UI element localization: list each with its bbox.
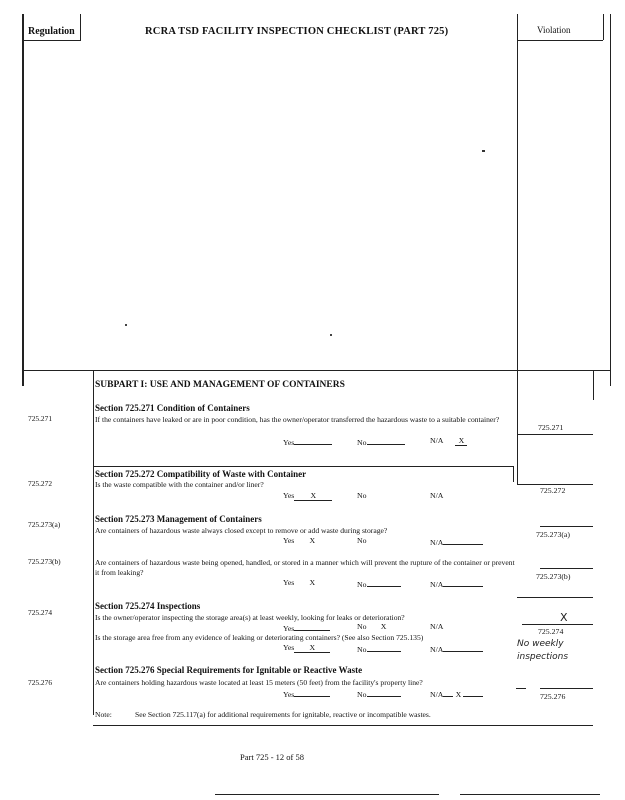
- answer-row: [430, 536, 483, 547]
- regulation-column-header: Regulation: [28, 26, 75, 37]
- subpart-title: SUBPART I: USE AND MANAGEMENT OF CONTAINERS: [95, 380, 345, 390]
- yes-label: Yes: [283, 438, 295, 447]
- yes-label: Yes: [283, 624, 295, 633]
- question-text: If the containers have leaked or are in poor condition, has the owner/operator transferred the hazardous waste to a suitable container?: [95, 415, 500, 424]
- na-mark[interactable]: [443, 536, 483, 545]
- yes-mark[interactable]: X: [294, 643, 330, 653]
- na-label: N/A: [430, 436, 444, 445]
- yes-label: Yes: [283, 491, 295, 500]
- answer-row: [283, 622, 330, 633]
- no-mark[interactable]: [367, 578, 401, 587]
- answer-row: [430, 643, 483, 654]
- answer-row: [430, 578, 483, 589]
- section-heading: Section 725.276 Special Requirements for Ignitable or Reactive Waste: [95, 665, 363, 675]
- page-number: Part 725 - 12 of 58: [240, 752, 304, 762]
- regulation-ref: 725.276: [28, 678, 53, 687]
- regulation-ref: 725.272: [28, 479, 53, 488]
- answer-row: [283, 436, 332, 447]
- answer-row: [357, 491, 367, 500]
- yes-mark[interactable]: X: [309, 536, 316, 545]
- answer-row: [357, 536, 367, 545]
- answer-row: [430, 491, 443, 500]
- regulation-ref: 725.273(a): [28, 520, 61, 529]
- note-text: See Section 725.117(a) for additional requirements for ignitable, reactive or incompatible wastes.: [135, 710, 431, 719]
- na-label: N/A: [430, 622, 444, 631]
- yes-mark[interactable]: X: [294, 491, 332, 501]
- yes-mark[interactable]: [294, 622, 330, 631]
- no-label: No: [357, 622, 367, 631]
- na-label: N/A: [430, 690, 444, 699]
- na-label: N/A: [430, 645, 444, 654]
- violation-ref: 725.276: [540, 692, 566, 701]
- na-mark[interactable]: [443, 578, 483, 587]
- note-label: Note:: [95, 710, 112, 719]
- yes-mark[interactable]: X: [309, 578, 316, 587]
- handwritten-note: No weekly inspections: [517, 639, 569, 662]
- scan-speck: [330, 334, 332, 336]
- scan-speck: [482, 150, 485, 152]
- no-mark[interactable]: [367, 643, 401, 652]
- violation-ref: 725.274: [538, 627, 564, 636]
- regulation-ref: 725.271: [28, 414, 53, 423]
- yes-mark[interactable]: [294, 688, 330, 697]
- no-label: No: [357, 580, 367, 589]
- yes-label: Yes: [283, 578, 295, 587]
- na-mark[interactable]: X: [455, 436, 467, 446]
- no-mark[interactable]: X: [380, 622, 387, 631]
- violation-ref: 725.273(b): [536, 572, 571, 581]
- answer-row: [283, 643, 330, 653]
- answer-row: [283, 491, 332, 501]
- section-heading: Section 725.274 Inspections: [95, 601, 201, 611]
- no-label: No: [357, 536, 367, 545]
- question-text: Is the storage area free from any evidence of leaking or deteriorating containers? (See also Section 725.135): [95, 633, 424, 642]
- question-text: Are containers of hazardous waste being opened, handled, or stored in a manner which will prevent the rupture of the container or prevent it from leaking?: [95, 558, 515, 577]
- no-label: No: [357, 690, 367, 699]
- answer-row: [283, 578, 330, 587]
- violation-column-header: Violation: [537, 25, 571, 35]
- scan-speck: [125, 324, 127, 326]
- no-label: No: [357, 438, 367, 447]
- section-heading: Section 725.271 Condition of Containers: [95, 403, 250, 413]
- question-text: Are containers holding hazardous waste located at least 15 meters (50 feet) from the facility's property line?: [95, 678, 423, 687]
- no-mark[interactable]: [367, 436, 405, 445]
- answer-row: [357, 643, 401, 654]
- answer-row: [430, 436, 467, 446]
- no-label: No: [357, 491, 367, 500]
- na-label: N/A: [430, 538, 444, 547]
- no-label: No: [357, 645, 367, 654]
- yes-label: Yes: [283, 643, 295, 652]
- na-mark[interactable]: X: [455, 690, 462, 699]
- section-heading: Section 725.272 Compatibility of Waste with Container: [95, 469, 307, 479]
- question-text: Is the waste compatible with the container and/or liner?: [95, 480, 264, 489]
- violation-check-mark: X: [560, 611, 568, 624]
- violation-ref: 725.271: [538, 423, 564, 432]
- violation-ref: 725.272: [540, 486, 566, 495]
- regulation-ref: 725.273(b): [28, 557, 61, 566]
- answer-row: [430, 688, 483, 699]
- no-mark[interactable]: [367, 688, 401, 697]
- na-label: N/A: [430, 580, 444, 589]
- answer-row: [283, 688, 330, 699]
- answer-row: [357, 436, 405, 447]
- regulation-ref: 725.274: [28, 608, 53, 617]
- answer-row: [357, 622, 401, 631]
- page-title: RCRA TSD FACILITY INSPECTION CHECKLIST (PART 725): [145, 26, 449, 37]
- question-text: Is the owner/operator inspecting the storage area(s) at least weekly, looking for leaks or deterioration?: [95, 613, 405, 622]
- answer-row: [283, 536, 330, 545]
- yes-label: Yes: [283, 690, 295, 699]
- na-mark[interactable]: [443, 643, 483, 652]
- question-text: Are containers of hazardous waste always closed except to remove or add waste during storage?: [95, 526, 388, 535]
- section-heading: Section 725.273 Management of Containers: [95, 514, 262, 524]
- answer-row: [430, 622, 443, 631]
- answer-row: [357, 688, 401, 699]
- yes-mark[interactable]: [294, 436, 332, 445]
- violation-ref: 725.273(a): [536, 530, 570, 539]
- answer-row: [357, 578, 401, 589]
- na-label: N/A: [430, 491, 444, 500]
- yes-label: Yes: [283, 536, 295, 545]
